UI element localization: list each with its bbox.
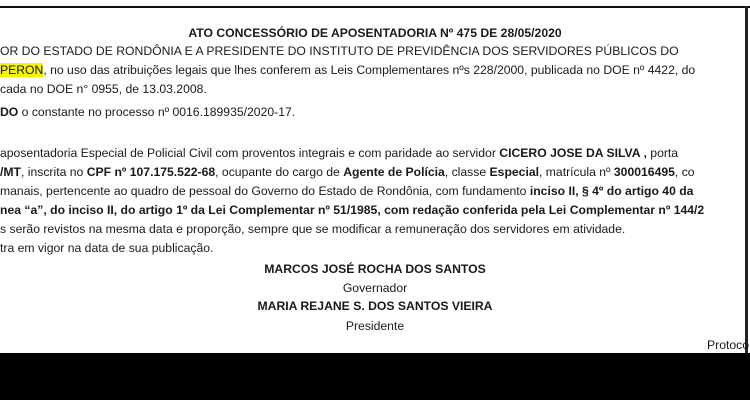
considering-line: DO o constante no processo nº 0016.189935/2020-17.	[0, 105, 296, 119]
intro-line-2: PERON, no uso das atribuições legais que lhes conferem as Leis Complementares nºs 228/2000, publicada no DOE nº 4422, do	[0, 63, 696, 77]
signer-2-name: MARIA REJANE S. DOS SANTOS VIEIRA	[257, 299, 493, 313]
job-title: Agente de Polícia	[343, 165, 445, 179]
intro-line-3: cada no DOE n° 0955, de 13.03.2008.	[0, 82, 207, 96]
signer-1-name: MARCOS JOSÉ ROCHA DOS SANTOS	[264, 262, 486, 276]
body-line-6: tra em vigor na data de sua publicação.	[0, 241, 214, 255]
body-line-2: /MT, inscrita no CPF nº 107.175.522-68, ocupante do cargo de Agente de Polícia, classe Especial, matrícula nº 300016495, co	[0, 165, 695, 179]
body-line-1: aposentadoria Especial de Policial Civil com proventos integrais e com paridade ao servidor CICERO JOSE DA SILVA , porta	[0, 146, 679, 160]
signer-1-role: Governador	[342, 281, 408, 295]
body-line-5: s serão revistos na mesma data e proporção, sempre que se modificar a remuneração dos servidores em atividade.	[0, 222, 626, 236]
protocol-footer: Protoco	[707, 338, 750, 352]
signer-2-role: Presidente	[345, 319, 405, 333]
cpf-number: CPF nº 107.175.522-68	[86, 165, 216, 179]
act-title: ATO CONCESSÓRIO DE APOSENTADORIA Nº 475 DE 28/05/2020	[188, 26, 562, 40]
body-line-3: manais, pertencente ao quadro de pessoal do Governo do Estado de Rondônia, com fundamento inciso II, § 4º do artigo 40 da	[0, 184, 694, 198]
intro-line-1: OR DO ESTADO DE RONDÔNIA E A PRESIDENTE DO INSTITUTO DE PREVIDÊNCIA DOS SERVIDORES PÚBLICOS DO	[0, 44, 679, 58]
bottom-black-band	[0, 353, 750, 400]
body-line-4: nea “a”, do inciso II, do artigo 1º da Lei Complementar nº 51/1985, com redação conferida pela Lei Complementar nº 144/2	[0, 203, 705, 217]
registration-number: 300016495	[613, 165, 675, 179]
highlighted-acronym: PERON	[0, 63, 44, 77]
servant-name: CICERO JOSE DA SILVA ,	[499, 146, 647, 160]
top-rule	[0, 6, 750, 8]
